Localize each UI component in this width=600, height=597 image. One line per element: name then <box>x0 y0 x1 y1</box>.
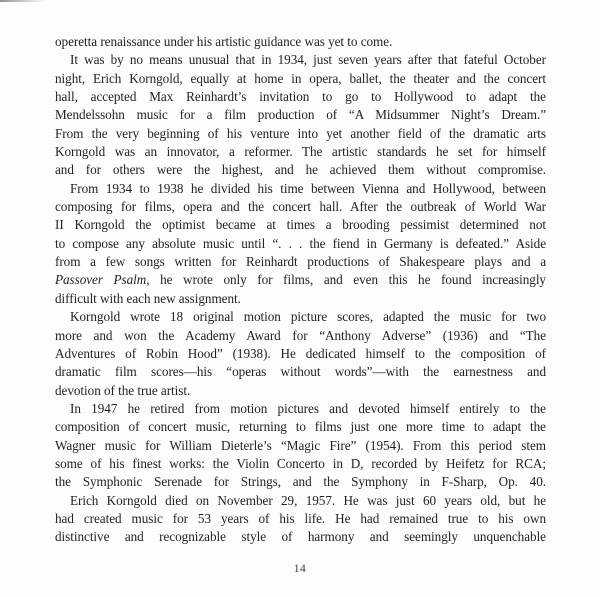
text-line: Mendelssohn music for a film production of “A Midsummer Night’s Dream.” <box>55 107 546 123</box>
scan-edge-artifact <box>0 0 46 2</box>
text-line: operetta renaissance under his artistic guidance was yet to come. <box>55 34 393 49</box>
text-line: Wagner music for William Dieterle’s “Magic Fire” (1954). From this period stem <box>55 437 546 453</box>
text-line: From 1934 to 1938 he divided his time between Vienna and Hollywood, between <box>70 180 546 196</box>
text-line: devotion of the true artist. <box>55 382 191 398</box>
text-line: difficult with each new assignment. <box>55 290 241 306</box>
text-line: night, Erich Korngold, equally at home in opera, ballet, the theater and the concert <box>55 70 546 86</box>
text-line: composing for films, opera and the concert hall. After the outbreak of World War <box>55 199 546 215</box>
text-line: Korngold was an innovator, a reformer. The artistic standards he set for himself <box>55 144 546 160</box>
text-line: From the very beginning of his venture into yet another field of the dramatic arts <box>55 125 546 141</box>
text-line: from a few songs written for Reinhardt productions of Shakespeare plays and a <box>55 254 546 270</box>
text-line-segment: , he wrote only for films, and even this he found increasingly <box>146 272 546 288</box>
text-line: had created music for 53 years of his life. He had remained true to his own <box>55 510 546 526</box>
text-line: some of his finest works: the Violin Concerto in D, recorded by Heifetz for RCA; <box>55 455 546 471</box>
text-line: to compose any absolute music until “. . . the fiend in Germany is defeated.” Aside <box>55 235 546 251</box>
text-line: composition of concert music, returning to films just one more time to adapt the <box>55 419 546 435</box>
text-line: II Korngold the optimist became at times a brooding pessimist determined not <box>55 217 546 233</box>
text-block <box>55 33 546 547</box>
text-line: distinctive and recognizable style of harmony and seemingly unquenchable <box>55 529 546 545</box>
text-line: dramatic film scores—his “operas without words”—with the earnestness and <box>55 364 546 380</box>
text-line <box>55 271 546 289</box>
text-line: It was by no means unusual that in 1934, just seven years after that fateful October <box>70 52 546 68</box>
italic-work-title: Passover Psalm <box>55 272 147 288</box>
text-line: In 1947 he retired from motion pictures and devoted himself entirely to the <box>70 400 546 416</box>
text-line: and for others were the highest, and he achieved them without compromise. <box>55 162 546 178</box>
text-line: Korngold wrote 18 original motion picture scores, adapted the music for two <box>70 309 546 325</box>
text-line: the Symphonic Serenade for Strings, and the Symphony in F-Sharp, Op. 40. <box>55 474 546 490</box>
text-line: more and won the Academy Award for “Anthony Adverse” (1936) and “The <box>55 327 546 343</box>
text-line: Adventures of Robin Hood” (1938). He dedicated himself to the composition of <box>55 345 546 361</box>
page-number: 14 <box>293 563 307 575</box>
text-line: Erich Korngold died on November 29, 1957. He was just 60 years old, but he <box>70 492 546 508</box>
text-line: hall, accepted Max Reinhardt’s invitation to go to Hollywood to adapt the <box>55 89 546 105</box>
